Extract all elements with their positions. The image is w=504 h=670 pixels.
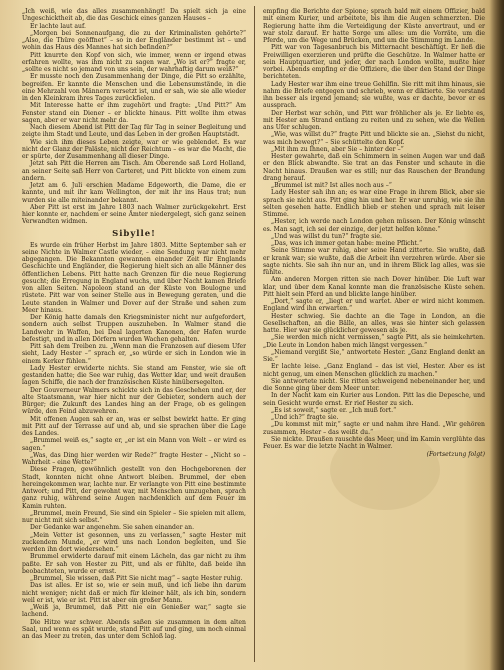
paragraph: Pitt sah dem Treiben zu. „Wenn man die Franzosen auf diesem Ufer sieht, Lady Hester –“ sprach er, „so würde er sich in London wie in einem Kerker fühlen.“ — [22, 343, 246, 365]
section-heading: Sibylle! — [112, 228, 156, 239]
paragraph: „Und was willst du tun?“ fragte sie. — [271, 232, 382, 240]
paragraph: Pitt war von Tagesanbruch bis Mitternacht beschäftigt. Er ließ die Freiwilligen exerzieren und prüfte die Geschütze. In Walmer hatte er sein Hauptquartier, und jeder, der nach London wollte, mußte hier vorbei. Abends empfing er die Offiziere, die über den Stand der Dinge berichteten. — [263, 44, 485, 81]
paragraph: „Brummel, mein Freund, Sie sind ein Spieler – Sie spielen mit allem, nur nicht mit sich selbst.“ — [22, 509, 246, 524]
paragraph: „Weiß ja, Brummel, daß Pitt nie ein Genießer war,“ sagte sie lachend. — [22, 604, 246, 619]
paragraph: Der Gedanke war angenehm. Sie sahen einander an. — [30, 524, 195, 532]
paragraph: Der Herbst war schön, und Pitt war fröhlicher als je. Er liebte es, mit Hester am Strand entlang zu reiten und zu sehen, wie die Wellen ans Ufer schlugen. — [263, 109, 485, 131]
paragraph: „Es ist soweit,“ sagte er. „Ich muß fort.“ — [271, 406, 397, 414]
paragraph: „Dort,“ sagte er, „liegt er und wartet. Aber er wird nicht kommen. England wird ihn erwarten.“ — [263, 298, 485, 313]
paragraph: Diese Fragen, gewöhnlich gestellt von den Hochgeborenen der Stadt, konnten nicht ohne Antwort bleiben. Brummel, der eben hereingekommen war, lachte nur. Er verlangte von Pitt eine bestimmte Antwort; und Pitt, der gewohnt war, mit Menschen umzugehen, sprach ganz ruhig, während seine Augen nachdenklich auf dem Feuer im Kamin ruhten. — [22, 466, 246, 510]
paragraph: Pitt knurrte den Kopf von sich, wie immer, wenn er irgend etwas erfahren wollte, was ihm nicht zu sagen war. „Wo ist er?“ fragte er, „sollte es nicht so jemand von uns sein, der wahrhaftig darum weiß?“ — [22, 51, 246, 73]
right-column-text — [263, 8, 485, 450]
paragraph: „Mein Vetter ist gesonnen, uns zu verlassen,“ sagte Hester mit zuckendem Munde, „er wird uns nach London begleiten, und Sie werden ihn dort wiedersehen.“ — [22, 531, 246, 553]
paragraph: Er musste noch den Zusammenhang der Dinge, die Pitt so erzählte, begreifen. Er kannte die Menschen und die Lebensumstände, in die eine Mehrzahl von Männern versetzt ist, und er sah, wie sie alle wieder in den Kleinkram ihres Tages zurückfielen. — [22, 73, 246, 102]
paragraph: In der Nacht kam ein Kurier aus London. Pitt las die Depesche, und sein Gesicht wurde ernst. Er rief Hester zu sich. — [263, 392, 485, 407]
paragraph: Lady Hester erwiderte nichts. Sie stand am Fenster, wie sie oft gestanden hatte; die See war ruhig, das Wetter klar, und weit draußen lagen Schiffe, die nach der französischen Küste hinübersegelten. — [22, 364, 246, 387]
paragraph: Er lachte leise. „Ganz England – das ist viel, Hester. Aber es ist nicht genug, um einen Menschen glücklich zu machen.“ — [263, 363, 485, 378]
paragraph: Lady Hester war ihm eine treue Gehilfin. Sie ritt mit ihm hinaus, sie nahm die Briefe entgegen und schrieb, wenn er diktierte. Sie verstand ihn besser als irgend jemand; sie wußte, was er dachte, bevor er es aussprach. — [263, 80, 485, 110]
paragraph: Die Hitze war schwer. Abends saßen sie zusammen in dem alten Saal, und wenn es spät wurde, stand Pitt auf und ging, um noch einmal an das Meer zu treten, das unter dem Schloß lag. — [22, 618, 246, 640]
paragraph: „Brummel weiß es,“ sagte er, „er ist ein Mann von Welt – er wird es sagen.“ — [22, 437, 246, 452]
paragraph: Brummel erwiderte darauf mit einem Lächeln, das gar nicht zu ihm paßte. Er sah von Hester zu Pitt, und als er fühlte, daß beide ihn beobachteten, wurde er ernst. — [22, 553, 246, 575]
paragraph: Am anderen Morgen ritten sie nach Dover hinüber. Die Luft war klar, und über dem Kanal konnte man die französische Küste sehen. Pitt hielt sein Pferd an und blickte lange hinüber. — [263, 276, 485, 298]
paragraph: „Was, das Ding hier werden wir Rede?“ fragte Hester – „Nicht so – Wahrheit – eine Wette?“ — [22, 451, 246, 466]
paragraph: Der König hatte damals den Kriegsminister nicht nur aufgefordert, sondern auch selbst Truppen auszuheben. In Walmer stand die Landwehr in Waffen, bei Deal lagerten Kanonen, der Hafen wurde befestigt, und in allen Dörfern wurden Wachen gehalten. — [22, 314, 246, 343]
paragraph: „Sie werden mich nicht vermissen,“ sagte Pitt, als sie heimkehrten. „Die Leute in London haben mich längst vergessen.“ — [263, 334, 485, 349]
paragraph: Seine Stimme war ruhig, aber seine Hand zitterte. Sie wußte, daß er krank war; sie wußte, daß die Arbeit ihn verzehren würde. Aber sie sagte nichts. Sie sah ihn nur an, und in ihrem Blick lag alles, was sie fühlte. — [263, 247, 485, 276]
paragraph: „Das, was ich immer getan habe: meine Pflicht.“ — [271, 240, 423, 247]
paragraph: Er lachte laut auf. — [30, 22, 87, 30]
paragraph: „Wie, was willst du?“ fragte Pitt und blickte sie an. „Siehst du nicht, was mich bewegt?“ – Sie schüttelte den Kopf. — [263, 131, 485, 146]
paragraph: Es wurde ein früher Herbst im Jahre 1803. Mitte September sah er seine Nichte in Walmer Castle wieder, – eine Sendung war nicht mehr abgegangen. Die Bekannten gewannen einander Zeit für Englands Geschichte und Engländer, die Regierung hielt sich an alle Männer des öffentlichen Lebens. Pitt hatte nach Grenzen für die neue Regierung gesucht; die Erregung in England wuchs, und über Nacht kamen Briefe von allen Seiten. Napoleon stand an der Küste von Boulogne und rüstete. Pitt war von seiner Stelle aus in Bewegung geraten, und die Leute standen in Walmer und Dover auf der Straße und sahen zum Meer hinaus. — [22, 241, 246, 314]
paragraph: Nach diesem Abend ist Pitt der Tag für Tag in seiner Begleitung und zeigte ihm Stadt und Leute, und das Leben in der großen Hauptstadt. — [22, 124, 246, 139]
paragraph: Lady Hester sah ihn an; es war eine Frage in ihrem Blick, aber sie sprach sie nicht aus. Pitt ging hin und her. Er war unruhig, wie sie ihn selten gesehen hatte. Endlich blieb er stehen und sprach mit leiser Stimme. — [263, 189, 485, 218]
paragraph: „Und ich?“ fragte sie. — [271, 414, 339, 421]
paragraph: Mit offenen Augen sah er an, was er selbst bewirkt hatte. Er ging mit Pitt auf der Terrasse auf und ab, und sie sprachen über die Lage des Landes. — [22, 415, 246, 437]
paragraph: „Hester, ich werde nach London gehen müssen. Der König wünscht es. Man sagt, ich sei der einzige, der jetzt helfen könne.“ — [263, 218, 485, 233]
paragraph: Hester gewahrte, daß ein Schimmern in seinen Augen war und daß er den Blick abwandte. Sie trat an das Fenster und schaute in die Nacht hinaus. Draußen war es still; nur das Rauschen der Brandung drang herauf. — [263, 153, 485, 182]
paragraph: Jetzt am 6. Juli erschien Madame Edgeworth, die Dame, die er kannte, und mit ihr kam Wellington, der mit ihr ins Haus trat; nun wurden sie alle miteinander bekannt. — [22, 182, 246, 204]
paragraph: „Brummel ist mit? Ist alles noch aus –“ — [271, 182, 392, 189]
paragraph: „Brummel, Sie wissen, daß Pitt Sie nicht mag“ – sagte Hester ruhig. — [30, 575, 243, 582]
paragraph: Hester schwieg. Sie dachte an die Tage in London, an die Gesellschaften, an die Bälle, an alles, was sie hinter sich gelassen hatte. Hier war sie glücklicher gewesen als je. — [263, 312, 485, 334]
paragraph: Sie antwortete nicht. Sie ritten schweigend nebeneinander her, und die Sonne ging über dem Meer unter. — [263, 377, 485, 392]
paragraph: „Morgen bei Sonnenaufgang, die zu der Kriminalisten gehörte?“ „Also, die Thüre geöffnet“ – so in der Engländer bestimmt ist – und wohin das Haus des Mannes hat sich befinden?“ — [22, 29, 246, 52]
paragraph: „Mit ihm zu Ihnen, aber Sie – hinter der –“ — [271, 145, 404, 153]
left-column-text-after-heading — [22, 242, 246, 641]
paragraph: Wie sich ihm dieses Leben zeigte, war er wie geblendet. Es war nicht der Glanz der Paläste, nicht der Reichtum – es war die Macht, die er spürte, der Zusammenhang all dieser Dinge. — [22, 138, 246, 160]
paragraph: Jetzt sah Pitt die Herren am Tisch. Am Oberende saß Lord Holland, an seiner Seite saß Herr von Carteret, und Pitt blickte von einem zum andern. — [22, 160, 246, 182]
right-column — [263, 8, 485, 660]
paragraph: Aber Pitt ist erst im Jahre 1803 nach Walmer zurückgekehrt. Erst hier konnte er, nachdem er seine Ämter niedergelegt, sich ganz seinen Verwandten widmen. — [22, 203, 246, 226]
paragraph: empfing die Berichte der Spione; sprach bald mit einem Offizier, bald mit einem Kurier, und arbeitete, bis ihm die Augen schmerzten. Die Regierung hatte ihm die Verteidigung der Küste anvertraut, und er war stolz darauf. Er hatte Sorge um alles: um die Vorräte, um die Pferde, um die Wege und Brücken, und um die Stimmung im Lande. — [263, 8, 485, 44]
paragraph: Sie nickte. Draußen rauschte das Meer, und im Kamin verglühte das Feuer. Es war die letzte Nacht in Walmer. — [263, 435, 485, 450]
continuation-note: (Fortsetzung folgt) — [426, 451, 485, 459]
left-column — [22, 8, 246, 660]
left-column-text-before-heading — [22, 8, 246, 226]
paragraph: Mit Interesse hatte er ihm zugehört und fragte: „Und Pitt?“ Am Fenster stand ein Diener – er blickte hinaus. Pitt wollte ihm etwas sagen, aber er war nicht mehr da. — [22, 102, 246, 124]
paragraph: Das ist alles. Er ist so, wie er sein muß, und ich liebe ihn darum nicht weniger; nicht daß er mich für kleiner hält, als ich bin, sondern weil er ist, wie er ist. Pitt ist aber ein großer Mann. — [22, 582, 246, 604]
paragraph: „Ich weiß, wie das alles zusammenhängt! Da spielt sich ja eine Ungeschicktheit ab, die das Geschick eines ganzen Hauses – — [22, 8, 246, 23]
paragraph: „Niemand vergißt Sie,“ antwortete Hester. „Ganz England denkt an Sie.“ — [263, 348, 485, 363]
paragraph: Der Gouverneur Walmers schickte sich in das Geschehen und er, der alte Staatsmann, war hier nicht nur der Gebieter, sondern auch der Bürger; die Zukunft des Landes hing an der Frage, ob es gelingen würde, den Feind abzuwehren. — [22, 386, 246, 416]
page-fold-shadow — [490, 0, 504, 670]
paragraph: „Du kommst mit mir,“ sagte er und nahm ihre Hand. „Wir gehören zusammen, Hester – das weißt du.“ — [263, 421, 485, 436]
column-divider — [254, 6, 255, 662]
